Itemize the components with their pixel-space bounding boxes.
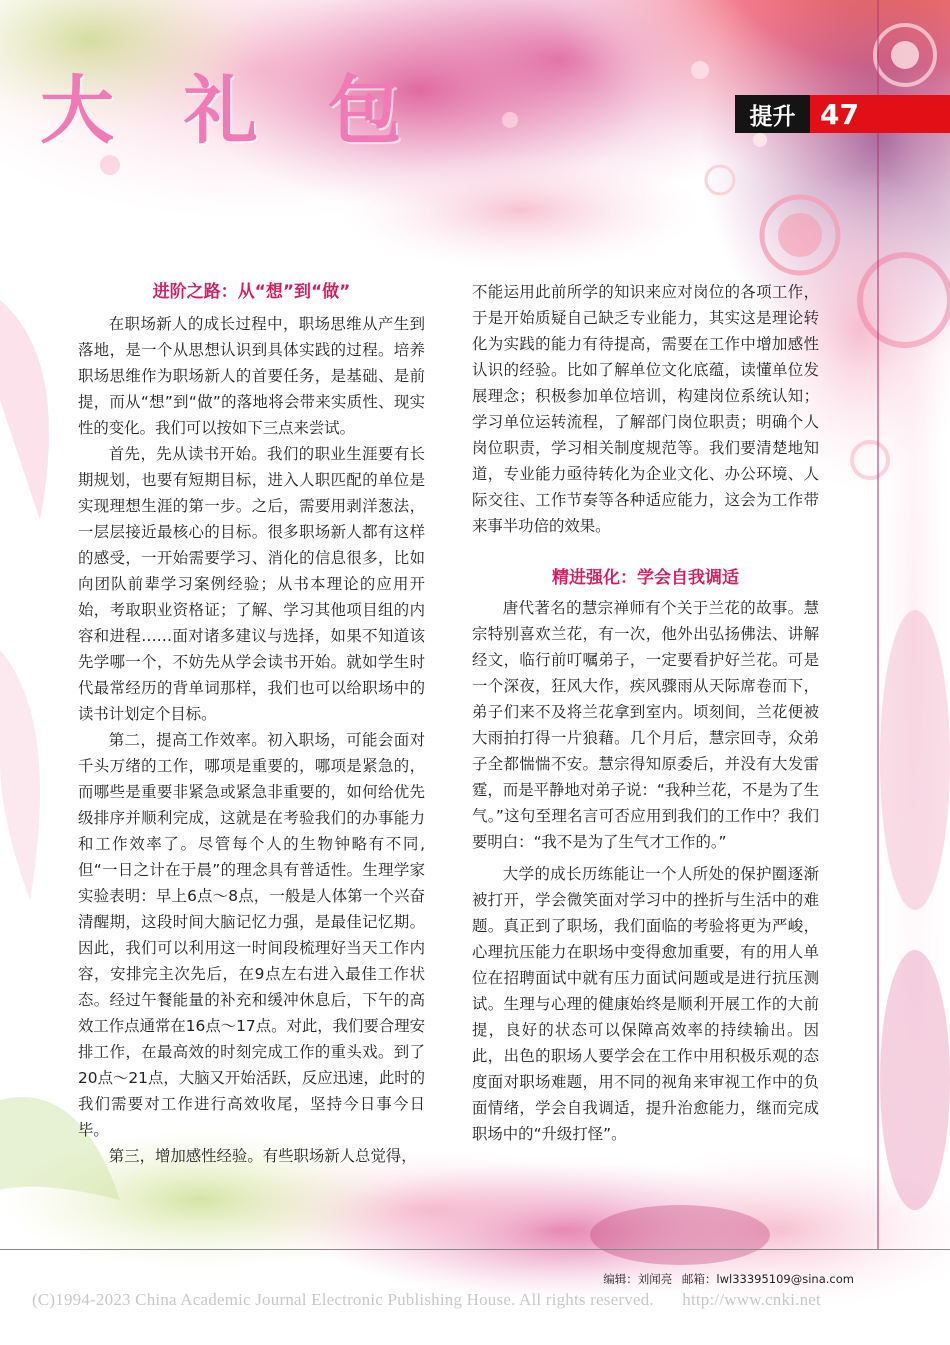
- copyright-url: http://www.cnki.net: [682, 1290, 821, 1309]
- paragraph: 大学的成长历练能让一个人所处的保护圈逐渐被打开，学会微笑面对学习中的挫折与生活中的难题。真正到了职场，我们面临的考验将更为严峻，心理抗压能力在职场中变得愈加重要，有的用人单位在招聘面试中就有压力面试问题或是进行抗压测试。生理与心理的健康始终是顺利开展工作的大前提，良好的状态可以保障高效率的持续输出。因此，出色的职场人要学会在工作中用积极乐观的态度面对职场难题，用不同的视角来审视工作中的负面情绪，学会自我调适，提升治愈能力，继而完成职场中的“升级打怪”。: [472, 865, 819, 1143]
- paragraph: 第三，增加感性经验。有些职场新人总觉得，: [108, 1147, 417, 1165]
- paragraph: 在职场新人的成长过程中，职场思维从产生到落地，是一个从思想认识到具体实践的过程。培养职场思维作为职场新人的首要任务，是基础、是前提，而从“想”到“做”的落地将会带来实质性、现实性的变化。我们可以按如下三点来尝试。: [78, 315, 425, 437]
- editor-email: 邮箱：lwl33395109@sina.com: [681, 1272, 854, 1286]
- paragraph: 首先，先从读书开始。我们的职业生涯要有长期规划，也要有短期目标，进入人职匹配的单位是实现理想生涯的第一步。之后，需要用剥洋葱法，一层层接近最核心的目标。很多职场新人都有这样的感受，一开始需要学习、消化的信息很多，比如向团队前辈学习案例经验；从书本理论的应用开始，考取职业资格证；了解、学习其他项目组的内容和进程……面对诸多建议与选择，如果不知道该先学哪一个，不妨先从学会读书开始。就如学生时代最常经历的背单词那样，我们也可以给职场中的读书计划定个目标。: [78, 445, 425, 723]
- copyright-text: (C)1994-2023 China Academic Journal Electronic Publishing House. All rights reserved.: [32, 1290, 654, 1309]
- footer-divider: [0, 1249, 950, 1250]
- editor-info: [597, 1271, 854, 1287]
- editor-name: 编辑：刘闻亮: [603, 1272, 673, 1286]
- paragraph: 第二，提高工作效率。初入职场，可能会面对千头万绪的工作，哪项是重要的，哪项是紧急的，而哪些是重要非紧急或紧急非重要的，如何给优先级排序并顺利完成，这就是在考验我们的办事能力和工作效率了。尽管每个人的生物钟略有不同,但“一日之计在于晨”的理念具有普适性。生理学家实验表明：早上6点～8点，一般是人体第一个兴奋清醒期，这段时间大脑记忆力强，是最佳记忆期。因此，我们可以利用这一时间段梳理好当天工作内容，安排完主次先后，在9点左右进入最佳工作状态。经过午餐能量的补充和缓冲休息后，下午的高效工作点通常在16点～17点。对此，我们要合理安排工作，在最高效的时刻完成工作的重头戏。到了20点～21点，大脑又开始活跃，反应迅速，此时的我们需要对工作进行高效收尾，坚持今日事今日毕。: [78, 731, 425, 1139]
- right-column: [472, 279, 819, 1147]
- paragraph: 唐代著名的慧宗禅师有个关于兰花的故事。慧宗特别喜欢兰花，有一次，他外出弘扬佛法、讲解经文，临行前叮嘱弟子，一定要看护好兰花。可是一个深夜，狂风大作，疾风骤雨从天际席卷而下，弟子们来不及将兰花拿到室内。顷刻间，兰花便被大雨拍打得一片狼藉。几个月后，慧宗回寺，众弟子全都惴惴不安。慧宗得知原委后，并没有大发雷霆，而是平静地对弟子说：“我种兰花，不是为了生气。”这句至理名言可否应用到我们的工作中？我们要明白：“我不是为了生气才工作的。”: [472, 599, 819, 851]
- paragraph-continued: 不能运用此前所学的知识来应对岗位的各项工作，于是开始质疑自己缺乏专业能力，其实这是理论转化为实践的能力有待提高，需要在工作中增加感性认识的经验。比如了解单位文化底蕴，读懂单位发展理念；积极参加单位培训，构建岗位系统认知；学习单位运转流程，了解部门岗位职责；明确个人岗位职责，学习相关制度规范等。我们要清楚地知道，专业能力亟待转化为企业文化、办公环境、人际交往、工作节奏等各种适应能力，这会为工作带来事半功倍的效果。: [472, 283, 819, 535]
- left-column: [78, 279, 425, 1169]
- page-title: 大 礼 包: [40, 68, 424, 154]
- section-label: 提升: [735, 95, 810, 133]
- section-heading-2: 精进强化：学会自我调适: [552, 568, 739, 588]
- section-badge: [735, 95, 950, 133]
- copyright-watermark: [32, 1290, 821, 1310]
- section-heading-1: 进阶之路：从“想”到“做”: [152, 282, 351, 302]
- page-number: 47: [810, 95, 950, 133]
